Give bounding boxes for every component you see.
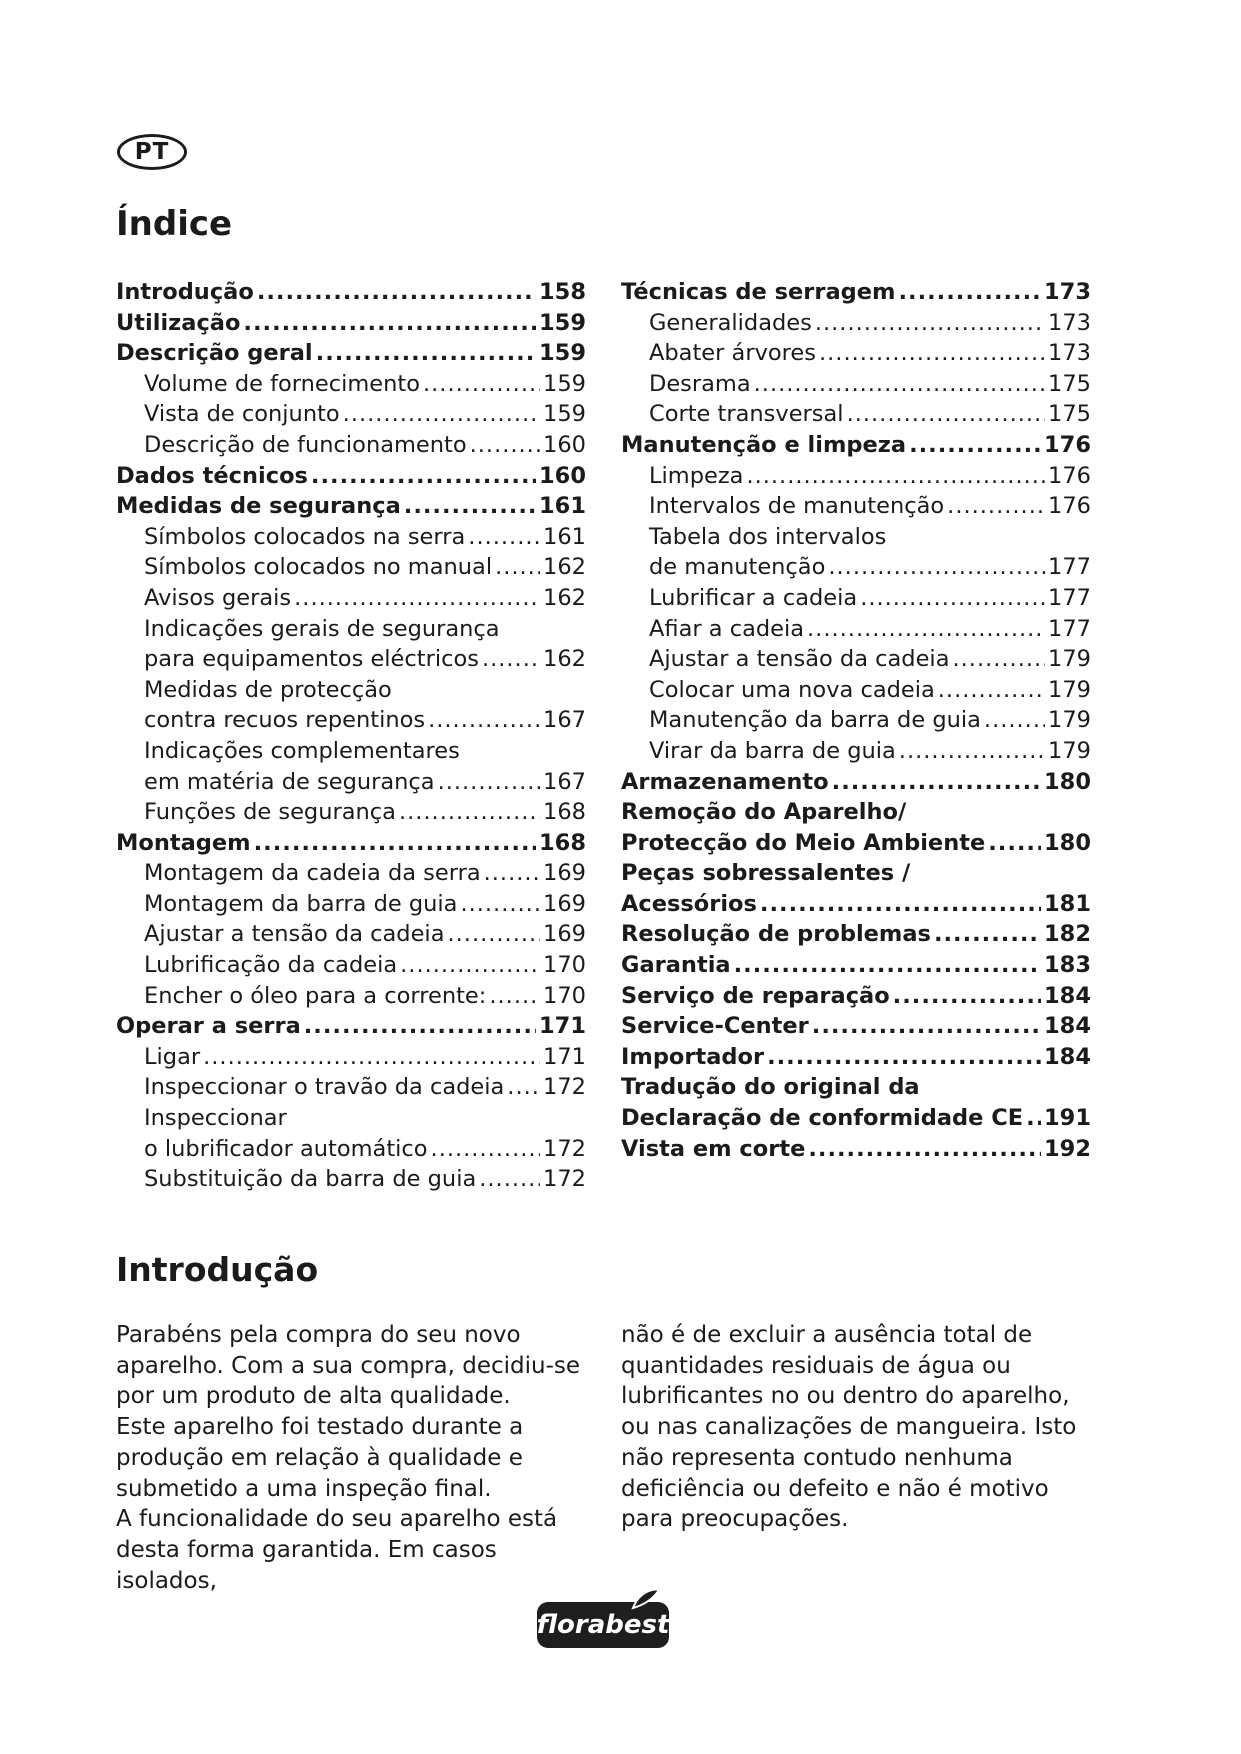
toc-leader-dots	[404, 491, 536, 522]
toc-entry-page: 169	[543, 860, 586, 887]
toc-entry-page: 171	[543, 1043, 586, 1070]
toc-entry-page: 168	[539, 829, 586, 856]
toc-entry[interactable]	[116, 767, 586, 798]
toc-entry[interactable]	[116, 797, 586, 828]
toc-entry-title: Importador	[621, 1043, 765, 1070]
toc-entry-title: Ligar	[144, 1043, 201, 1070]
toc-entry-page: 162	[543, 554, 586, 581]
toc-entry-page: 180	[1044, 768, 1091, 795]
intro-paragraph: Este aparelho foi testado durante a produção em relação à qualidade e submetido a uma inspeção final.	[116, 1414, 524, 1502]
toc-entry-page: 191	[1044, 1105, 1091, 1132]
toc-leader-dots	[947, 491, 1045, 522]
toc-leader-dots	[428, 705, 540, 736]
toc-entry-title: Montagem	[116, 829, 251, 856]
toc-entry[interactable]	[621, 461, 1091, 492]
toc-entry-page: 167	[543, 768, 586, 795]
toc-entry[interactable]	[621, 552, 1091, 583]
toc-entry[interactable]	[621, 338, 1091, 369]
toc-entry-page: 176	[1044, 431, 1091, 458]
toc-entry-title: Generalidades	[649, 309, 812, 336]
toc-entry[interactable]	[621, 614, 1091, 645]
brand-logo-text: florabest	[536, 1610, 670, 1640]
toc-leader-dots	[460, 889, 540, 920]
toc-entry-title: Corte transversal	[649, 401, 844, 428]
intro-right-column	[621, 1320, 1096, 1535]
toc-leader-dots	[938, 675, 1045, 706]
toc-entry-title: Substituição da barra de guia	[144, 1166, 477, 1193]
toc-entry[interactable]	[116, 889, 586, 920]
toc-entry-page: 175	[1048, 370, 1091, 397]
toc-entry[interactable]	[621, 1011, 1091, 1042]
toc-entry-page: 161	[543, 523, 586, 550]
toc-entry[interactable]	[116, 277, 586, 308]
toc-entry-page: 162	[543, 646, 586, 673]
toc-entry-page: 179	[1048, 676, 1091, 703]
toc-leader-dots	[489, 981, 540, 1012]
toc-entry-page: 170	[543, 982, 586, 1009]
toc-entry-page: 168	[543, 799, 586, 826]
toc-entry-page: 170	[543, 952, 586, 979]
toc-entry-title: Indicações complementares	[144, 737, 460, 764]
toc-leader-dots	[746, 461, 1045, 492]
toc-entry[interactable]	[621, 981, 1091, 1012]
toc-entry-page: 160	[543, 431, 586, 458]
toc-entry[interactable]	[621, 1072, 1091, 1103]
toc-leader-dots	[243, 308, 536, 339]
toc-entry[interactable]	[621, 858, 1091, 889]
toc-entry-title: para equipamentos eléctricos	[144, 646, 479, 673]
toc-entry-title: Inspeccionar	[144, 1105, 287, 1132]
toc-entry[interactable]	[116, 675, 586, 706]
toc-leader-dots	[431, 1134, 541, 1165]
toc-leader-dots	[734, 950, 1041, 981]
toc-entry[interactable]	[621, 1134, 1091, 1165]
toc-leader-dots	[909, 430, 1041, 461]
toc-title: Índice	[116, 204, 233, 244]
toc-entry-title: Colocar uma nova cadeia	[649, 676, 935, 703]
toc-entry-page: 175	[1048, 401, 1091, 428]
toc-entry-title: Indicações gerais de segurança	[144, 615, 500, 642]
toc-entry-title: Peças sobressalentes /	[621, 860, 911, 887]
toc-entry-title: Lubrificar a cadeia	[649, 584, 858, 611]
toc-leader-dots	[952, 644, 1045, 675]
toc-entry-title: Resolução de problemas	[621, 921, 931, 948]
toc-entry-title: Garantia	[621, 952, 731, 979]
toc-entry[interactable]	[116, 1164, 586, 1195]
toc-entry[interactable]	[116, 736, 586, 767]
toc-entry[interactable]	[116, 308, 586, 339]
toc-entry-title: Tradução do original da	[621, 1074, 920, 1101]
toc-left-column	[116, 277, 586, 1195]
toc-entry-page: 181	[1044, 890, 1091, 917]
toc-entry-page: 184	[1044, 1043, 1091, 1070]
toc-leader-dots	[257, 277, 536, 308]
language-badge	[117, 134, 187, 170]
toc-entry-title: Ajustar a tensão da cadeia	[144, 921, 445, 948]
toc-entry[interactable]	[621, 1042, 1091, 1073]
toc-entry-title: Operar a serra	[116, 1013, 301, 1040]
toc-entry-title: Descrição de funcionamento	[144, 431, 467, 458]
toc-leader-dots	[294, 583, 540, 614]
toc-right-column	[621, 277, 1091, 1164]
toc-leader-dots	[447, 919, 540, 950]
toc-entry-page: 160	[539, 462, 586, 489]
toc-entry-title: em matéria de segurança	[144, 768, 435, 795]
toc-entry-page: 169	[543, 921, 586, 948]
intro-paragraph: Parabéns pela compra do seu novo aparelho. Com a sua compra, decidiu-se por um produto de alta qualidade.	[116, 1322, 581, 1410]
toc-entry-page: 183	[1044, 952, 1091, 979]
toc-entry-page: 169	[543, 890, 586, 917]
toc-leader-dots	[484, 858, 540, 889]
toc-entry-page: 172	[543, 1074, 586, 1101]
toc-entry-title: Técnicas de serragem	[621, 279, 896, 305]
toc-leader-dots	[479, 1164, 540, 1195]
language-code: PT	[134, 139, 170, 165]
toc-entry[interactable]	[116, 369, 586, 400]
toc-entry-page: 173	[1048, 340, 1091, 367]
toc-entry-page: 159	[543, 370, 586, 397]
toc-entry-title: Medidas de segurança	[116, 493, 401, 520]
toc-entry-page: 177	[1048, 554, 1091, 581]
toc-entry[interactable]	[116, 522, 586, 553]
toc-entry[interactable]	[621, 828, 1091, 859]
toc-entry[interactable]	[621, 889, 1091, 920]
toc-entry-title: Tabela dos intervalos	[649, 523, 887, 550]
toc-entry-page: 173	[1044, 279, 1091, 305]
toc-entry[interactable]	[116, 491, 586, 522]
toc-entry-title: Serviço de reparação	[621, 982, 890, 1009]
toc-entry[interactable]	[116, 1042, 586, 1073]
toc-entry-page: 167	[543, 707, 586, 734]
toc-entry-title: Introdução	[116, 279, 254, 305]
toc-entry[interactable]	[116, 919, 586, 950]
toc-entry-page: 171	[539, 1013, 586, 1040]
toc-leader-dots	[767, 1042, 1041, 1073]
toc-entry[interactable]	[116, 430, 586, 461]
toc-entry-title: Utilização	[116, 309, 241, 336]
toc-leader-dots	[899, 736, 1045, 767]
toc-leader-dots	[316, 338, 536, 369]
toc-entry[interactable]	[116, 614, 586, 645]
toc-entry-title: Intervalos de manutenção	[649, 493, 945, 520]
toc-leader-dots	[988, 828, 1041, 859]
toc-entry-title: Abater árvores	[649, 340, 816, 367]
toc-entry-title: Símbolos colocados no manual	[144, 554, 493, 581]
toc-entry-title: Símbolos colocados na serra	[144, 523, 466, 550]
toc-entry[interactable]	[621, 399, 1091, 430]
toc-entry-page: 176	[1048, 493, 1091, 520]
toc-entry[interactable]	[116, 1103, 586, 1134]
toc-entry-title: Lubrificação da cadeia	[144, 952, 398, 979]
toc-entry-title: Afiar a cadeia	[649, 615, 805, 642]
toc-entry-title: Montagem da barra de guia	[144, 890, 458, 917]
toc-leader-dots	[482, 644, 540, 675]
toc-entry-page: 180	[1044, 829, 1091, 856]
toc-entry-page: 182	[1044, 921, 1091, 948]
toc-leader-dots	[760, 889, 1041, 920]
toc-leader-dots	[754, 369, 1045, 400]
toc-entry-title: Avisos gerais	[144, 584, 292, 611]
toc-entry-page: 159	[539, 340, 586, 367]
leaf-icon	[631, 1588, 661, 1610]
toc-entry-title: Medidas de protecção	[144, 676, 392, 703]
toc-entry[interactable]	[621, 919, 1091, 950]
toc-entry-title: Vista de conjunto	[144, 401, 340, 428]
toc-entry-title: Funções de segurança	[144, 799, 396, 826]
toc-entry-page: 159	[543, 401, 586, 428]
toc-entry[interactable]	[116, 981, 586, 1012]
toc-entry-page: 173	[1048, 309, 1091, 336]
toc-entry[interactable]	[621, 369, 1091, 400]
toc-leader-dots	[812, 1011, 1041, 1042]
toc-entry-title: Manutenção da barra de guia	[649, 707, 981, 734]
toc-entry-title: Manutenção e limpeza	[621, 431, 907, 458]
toc-entry-title: de manutenção	[649, 554, 826, 581]
toc-entry-title: Dados técnicos	[116, 462, 308, 489]
toc-entry[interactable]	[621, 1103, 1091, 1134]
toc-entry-page: 172	[543, 1166, 586, 1193]
intro-left-column	[116, 1320, 591, 1596]
toc-entry[interactable]	[116, 950, 586, 981]
toc-entry-title: Protecção do Meio Ambiente	[621, 829, 986, 856]
toc-entry[interactable]	[621, 705, 1091, 736]
toc-entry-page: 161	[539, 493, 586, 520]
toc-entry-title: Encher o óleo para a corrente:	[144, 982, 487, 1009]
toc-entry-title: Montagem da cadeia da serra	[144, 860, 481, 887]
toc-leader-dots	[304, 1011, 536, 1042]
toc-entry[interactable]	[621, 277, 1091, 308]
toc-entry[interactable]	[621, 950, 1091, 981]
toc-leader-dots	[832, 767, 1041, 798]
toc-leader-dots	[203, 1042, 540, 1073]
toc-leader-dots	[254, 828, 536, 859]
toc-entry-title: Ajustar a tensão da cadeia	[649, 646, 950, 673]
toc-leader-dots	[815, 308, 1045, 339]
toc-entry-page: 177	[1048, 615, 1091, 642]
toc-entry[interactable]	[116, 1134, 586, 1165]
toc-entry-title: Declaração de conformidade CE	[621, 1105, 1024, 1132]
toc-entry-page: 177	[1048, 584, 1091, 611]
toc-entry[interactable]	[116, 461, 586, 492]
toc-leader-dots	[898, 277, 1041, 308]
toc-entry-title: Descrição geral	[116, 340, 313, 367]
toc-entry[interactable]	[116, 583, 586, 614]
toc-entry-title: Desrama	[649, 370, 751, 397]
toc-leader-dots	[819, 338, 1045, 369]
toc-leader-dots	[893, 981, 1041, 1012]
toc-entry[interactable]	[116, 858, 586, 889]
toc-leader-dots	[423, 369, 540, 400]
toc-entry[interactable]	[621, 308, 1091, 339]
toc-entry-page: 158	[539, 279, 586, 305]
toc-leader-dots	[343, 399, 540, 430]
toc-entry[interactable]	[621, 675, 1091, 706]
toc-leader-dots	[808, 1134, 1041, 1165]
toc-entry[interactable]	[116, 338, 586, 369]
toc-entry-title: contra recuos repentinos	[144, 707, 426, 734]
toc-entry[interactable]	[621, 797, 1091, 828]
toc-entry-title: Service-Center	[621, 1013, 809, 1040]
toc-entry[interactable]	[621, 736, 1091, 767]
toc-leader-dots	[828, 552, 1045, 583]
toc-leader-dots	[400, 950, 540, 981]
toc-entry[interactable]	[116, 399, 586, 430]
toc-entry-page: 172	[543, 1135, 586, 1162]
toc-leader-dots	[807, 614, 1045, 645]
toc-entry-page: 184	[1044, 982, 1091, 1009]
toc-leader-dots	[507, 1072, 540, 1103]
toc-entry[interactable]	[116, 552, 586, 583]
toc-entry[interactable]	[621, 767, 1091, 798]
toc-entry[interactable]	[621, 491, 1091, 522]
brand-logo	[537, 1602, 669, 1648]
toc-entry[interactable]	[621, 583, 1091, 614]
toc-entry-title: Inspeccionar o travão da cadeia	[144, 1074, 505, 1101]
intro-paragraph: A funcionalidade do seu aparelho está desta forma garantida. Em casos isolados,	[116, 1506, 558, 1594]
toc-entry[interactable]	[116, 644, 586, 675]
toc-entry[interactable]	[116, 828, 586, 859]
toc-entry-page: 159	[539, 309, 586, 336]
toc-leader-dots	[468, 522, 540, 553]
toc-entry[interactable]	[621, 430, 1091, 461]
toc-entry-page: 179	[1048, 707, 1091, 734]
toc-leader-dots	[311, 461, 536, 492]
toc-entry-title: o lubrificador automático	[144, 1135, 428, 1162]
toc-leader-dots	[984, 705, 1045, 736]
toc-entry-title: Limpeza	[649, 462, 744, 489]
toc-entry-title: Volume de fornecimento	[144, 370, 420, 397]
intro-paragraph: não é de excluir a ausência total de quantidades residuais de água ou lubrificantes no ou dentro do aparelho, ou nas canalizações de mangueira. Isto não representa contudo nenhuma deficiência ou defeito e não é motivo para preocupações.	[621, 1322, 1077, 1533]
toc-entry-page: 184	[1044, 1013, 1091, 1040]
toc-leader-dots	[1026, 1103, 1041, 1134]
toc-entry-page: 162	[543, 584, 586, 611]
toc-entry-title: Acessórios	[621, 890, 757, 917]
toc-entry-page: 179	[1048, 737, 1091, 764]
toc-entry-page: 176	[1048, 462, 1091, 489]
toc-entry[interactable]	[116, 1011, 586, 1042]
toc-entry-page: 192	[1044, 1135, 1091, 1162]
intro-title: Introdução	[116, 1250, 319, 1289]
toc-entry-title: Remoção do Aparelho/	[621, 799, 907, 826]
toc-leader-dots	[438, 767, 540, 798]
toc-leader-dots	[847, 399, 1045, 430]
toc-entry[interactable]	[116, 1072, 586, 1103]
toc-leader-dots	[860, 583, 1045, 614]
toc-entry[interactable]	[116, 705, 586, 736]
toc-entry-title: Armazenamento	[621, 768, 829, 795]
toc-leader-dots	[399, 797, 540, 828]
toc-leader-dots	[470, 430, 540, 461]
toc-leader-dots	[495, 552, 540, 583]
toc-entry[interactable]	[621, 522, 1091, 553]
toc-entry-title: Virar da barra de guia	[649, 737, 896, 764]
toc-entry[interactable]	[621, 644, 1091, 675]
toc-leader-dots	[934, 919, 1041, 950]
toc-entry-title: Vista em corte	[621, 1135, 806, 1162]
toc-entry-page: 179	[1048, 646, 1091, 673]
